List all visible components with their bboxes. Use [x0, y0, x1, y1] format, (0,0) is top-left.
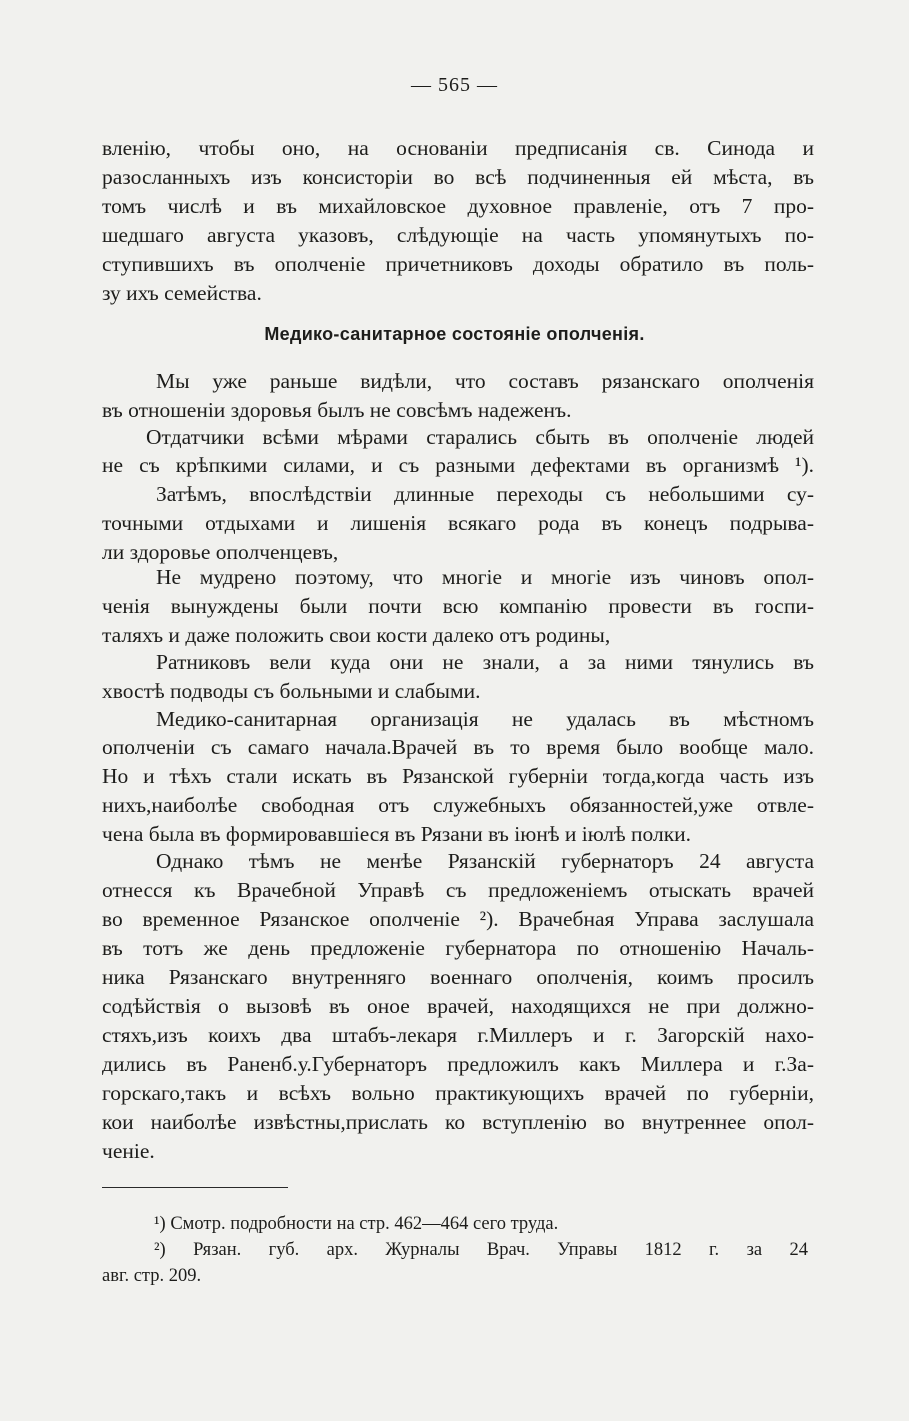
text-line: Медико-санитарная организація не удалась въ мѣстномъ	[156, 707, 814, 731]
text-line: ченіе.	[102, 1139, 155, 1163]
text-line: дились въ Раненб.у.Губернаторъ предложилъ какъ Миллера и г.За-	[102, 1052, 814, 1076]
text-line: содѣйствія о вызовѣ въ оное врачей, находящихся не при должно-	[102, 994, 814, 1018]
footnote-2: ²) Рязан. губ. арх. Журналы Врач. Управы 1812 г. за 24	[154, 1240, 808, 1260]
text-line: въ отношеніи здоровья былъ не совсѣмъ надеженъ.	[102, 398, 572, 422]
text-line: Затѣмъ, впослѣдствіи длинные переходы съ небольшими су-	[156, 482, 814, 506]
footnote-separator	[102, 1187, 288, 1188]
text-line: ченія вынуждены были почти всю компанію провести въ госпи-	[102, 594, 814, 618]
text-line: шедшаго августа указовъ, слѣдующіе на часть упомянутыхъ по-	[102, 223, 814, 247]
text-line: таляхъ и даже положить свои кости далеко отъ родины,	[102, 623, 611, 647]
text-line: отнесся къ Врачебной Управѣ съ предложеніемъ отыскать врачей	[102, 878, 814, 902]
text-line: горскаго,такъ и всѣхъ вольно практикующихъ врачей по губерніи,	[102, 1081, 814, 1105]
text-line: въ тотъ же день предложеніе губернатора по отношенію Началь-	[102, 936, 814, 960]
page-number: — 565 —	[411, 74, 498, 96]
text-line: ли здоровье ополченцевъ,	[102, 540, 339, 564]
text-line: хвостѣ подводы съ больными и слабыми.	[102, 679, 481, 703]
text-line: нихъ,наиболѣе свободная отъ служебныхъ обязанностей,уже отвле-	[102, 793, 814, 817]
text-line: ника Рязанскаго внутренняго военнаго ополченія, коимъ просилъ	[102, 965, 814, 989]
text-line: не съ крѣпкими силами, и съ разными дефектами въ организмѣ ¹).	[102, 453, 814, 477]
text-line: Но и тѣхъ стали искать въ Рязанской губерніи тогда,когда часть изъ	[102, 764, 814, 788]
section-heading: Медико-санитарное состояніе ополченія.	[264, 324, 645, 344]
text-line: зу ихъ семейства.	[102, 281, 262, 305]
text-line: чена была въ формировавшіеся въ Рязани въ іюнѣ и іюлѣ полки.	[102, 822, 692, 846]
text-line: точными отдыхами и лишенія всякаго рода въ конецъ подрыва-	[102, 511, 814, 535]
text-line: томъ числѣ и въ михайловское духовное правленіе, отъ 7 про-	[102, 194, 814, 218]
text-line: кои наиболѣе извѣстны,прислать ко вступленію во внутреннее опол-	[102, 1110, 814, 1134]
footnote-2-continuation: авг. стр. 209.	[102, 1266, 202, 1286]
text-line: ступившихъ въ ополченіе причетниковъ доходы обратило въ поль-	[102, 252, 814, 276]
text-line: Ратниковъ вели куда они не знали, а за ними тянулись въ	[156, 650, 814, 674]
text-line: разосланныхъ изъ консисторіи во всѣ подчиненныя ей мѣста, въ	[102, 165, 814, 189]
text-line: Отдатчики всѣми мѣрами старались сбыть въ ополченіе людей	[146, 425, 814, 449]
text-line: Однако тѣмъ не менѣе Рязанскій губернаторъ 24 августа	[156, 849, 814, 873]
text-line: вленію, чтобы оно, на основаніи предписанія св. Синода и	[102, 136, 814, 160]
text-line: во временное Рязанское ополченіе ²). Врачебная Управа заслушала	[102, 907, 814, 931]
text-line: ополченіи съ самаго начала.Врачей въ то время было вообще мало.	[102, 735, 814, 759]
text-line: стяхъ,изъ коихъ два штабъ-лекаря г.Миллеръ и г. Загорскій нахо-	[102, 1023, 814, 1047]
text-line: Не мудрено поэтому, что многіе и многіе изъ чиновъ опол-	[156, 565, 814, 589]
footnote-1: ¹) Смотр. подробности на стр. 462—464 сего труда.	[154, 1214, 559, 1234]
text-line: Мы уже раньше видѣли, что составъ рязанскаго ополченія	[156, 369, 814, 393]
